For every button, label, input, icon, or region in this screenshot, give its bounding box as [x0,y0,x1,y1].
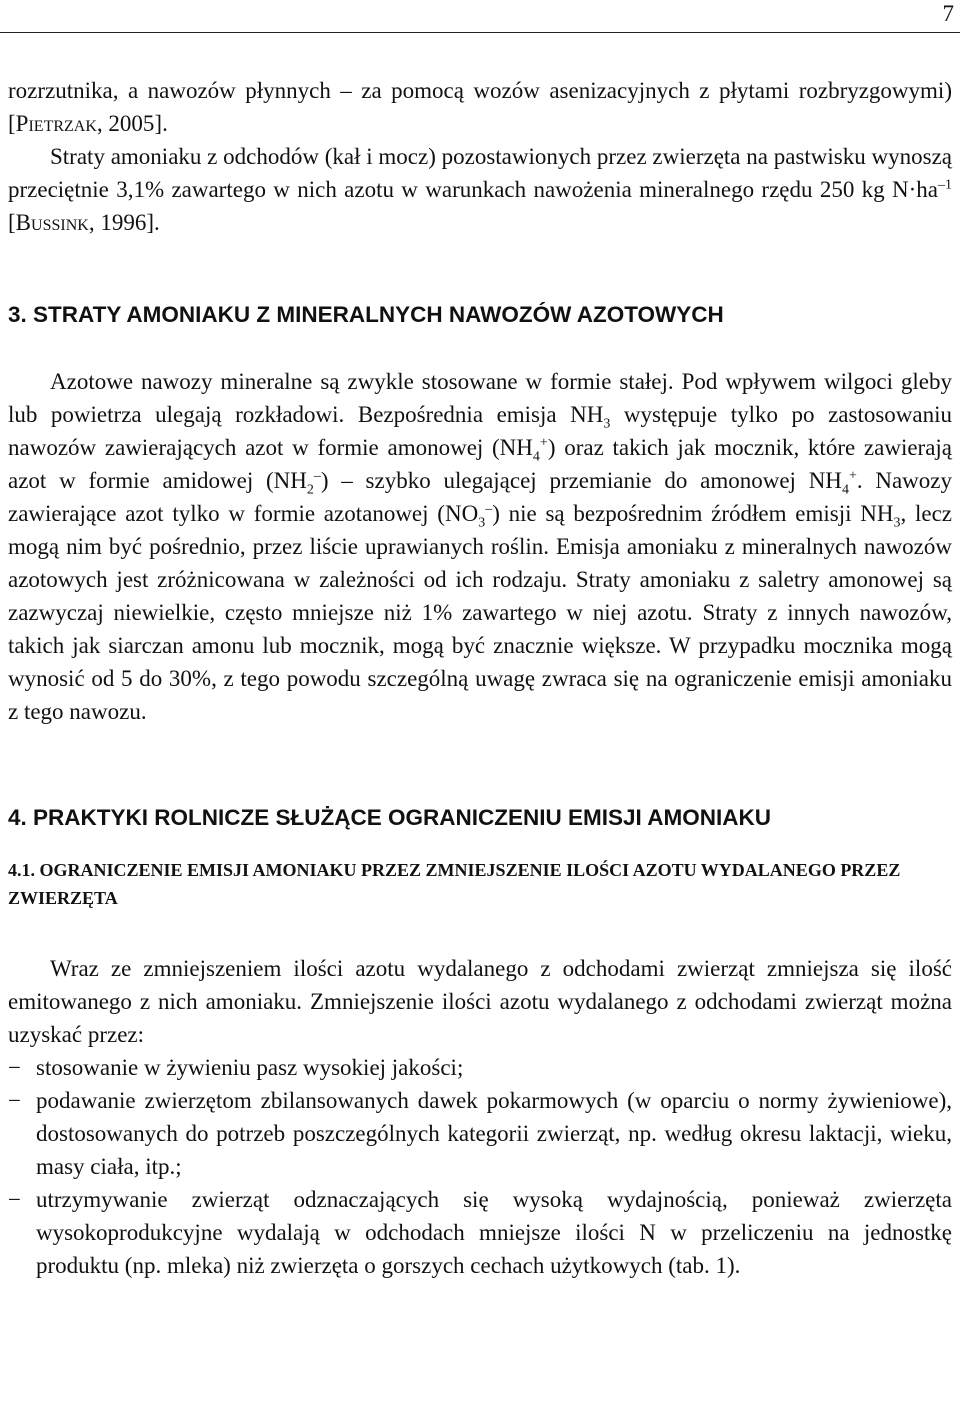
list-item: − utrzymywanie zwierząt odznaczających się wysoką wydajnością, ponieważ zwierzęta wysokoprodukcyjne wydalają w odchodach mniejsze ilości N w przeliczeniu na jednostkę produktu (np. mleka) niż zwierzęta o gorszych cechach użytkowych (tab. 1). [8,1183,952,1282]
text-run: . Nawozy zawierające azot tylko w formie azotanowej (NO [8,468,952,526]
citation-author: Pietrzak [15,111,97,136]
paragraph-intro-2 [8,140,952,239]
subscript: 4 [841,482,849,498]
superscript: + [848,468,857,484]
text-run: ) nie są bezpośrednim źródłem emisji NH [492,501,894,526]
text-run: , lecz mogą nim być pośrednio, przez liście uprawianych roślin. Emisja amoniaku z mineralnych nawozów azotowych jest zróżnicowana w zależności od ich rodzaju. Straty amoniaku z saletry amonowej są zazwyczaj niewielkie, często mniejsze niż 1% zawartego w niej azotu. Straty z innych nawozów, takich jak siarczan amonu lub mocznik, mogą być znacznie większe. W przypadku mocznika mogą wynosić od 5 do 30%, z tego powodu szczególną uwagę zwraca się na ograniczenie emisji amoniaku z tego nawozu. [8,501,953,724]
citation-open: [ [8,210,16,235]
superscript: – [313,468,321,484]
citation-author: Bussink [15,210,89,235]
superscript: – [485,501,493,517]
text-run: ) – szybko ulegającej przemianie do amonowej NH [320,468,842,493]
section-3-heading: 3. STRATY AMONIAKU Z MINERALNYCH NAWOZÓW AZOTOWYCH [8,302,724,327]
section-4-1-heading: 4.1. OGRANICZENIE EMISJI AMONIAKU PRZEZ ZMNIEJSZENIE ILOŚCI AZOTU WYDALANEGO PRZEZ ZWIERZĘTA [8,860,901,908]
paragraph-text: rozrzutnika, a nawozów płynnych – za pomocą wozów asenizacyjnych z płytami rozbryzgowymi) [ [8,78,952,136]
text-run: Azotowe nawozy mineralne są zwykle stosowane w formie stałej. Pod wpływem wilgoci gleby lub powietrza ulegają rozkładowi. Bezpośrednia emisja NH [8,369,952,427]
citation-year: , 1996]. [88,210,160,235]
text-run: występuje tylko po zastosowaniu nawozów zawierających azot w formie amonowej (NH [8,402,952,460]
page-content [8,74,952,1282]
section-4-heading: 4. PRAKTYKI ROLNICZE SŁUŻĄCE OGRANICZENIU EMISJI AMONIAKU [8,805,771,830]
citation-year: , 2005]. [96,111,168,136]
practice-list [8,1051,952,1282]
text-run: ) oraz takich jak mocznik, które zawierają azot w formie amidowej (NH [8,435,953,493]
section-4-1-paragraph: Wraz ze zmniejszeniem ilości azotu wydalanego z odchodami zwierząt zmniejsza się ilość emitowanego z nich amoniaku. Zmniejszenie ilości azotu wydalanego z odchodami zwierząt można uzyskać przez: [8,956,952,1047]
list-item: − podawanie zwierzętom zbilansowanych dawek pokarmowych (w oparciu o normy żywieniowe), dostosowanych do potrzeb poszczególnych kategorii zwierząt, np. według okresu laktacji, wieku, masy ciała, itp.; [8,1084,952,1183]
exponent: –1 [938,177,952,193]
header-rule [0,32,960,33]
paragraph-text: Straty amoniaku z odchodów (kał i mocz) pozostawionych przez zwierzęta na pastwisku wynoszą przeciętnie 3,1% zawartego w nich azotu w warunkach nawożenia mineralnego rzędu 250 kg N·ha [8,144,952,202]
subscript: 3 [603,416,611,432]
superscript: + [539,435,548,451]
page-number: 7 [942,1,954,26]
subscript: 3 [893,515,901,531]
subscript: 4 [532,449,540,465]
subscript: 2 [306,482,314,498]
section-3-paragraph [8,365,952,728]
paragraph-intro-1 [8,74,952,140]
subscript: 3 [478,515,486,531]
list-item: − stosowanie w żywieniu pasz wysokiej jakości; [8,1051,952,1084]
